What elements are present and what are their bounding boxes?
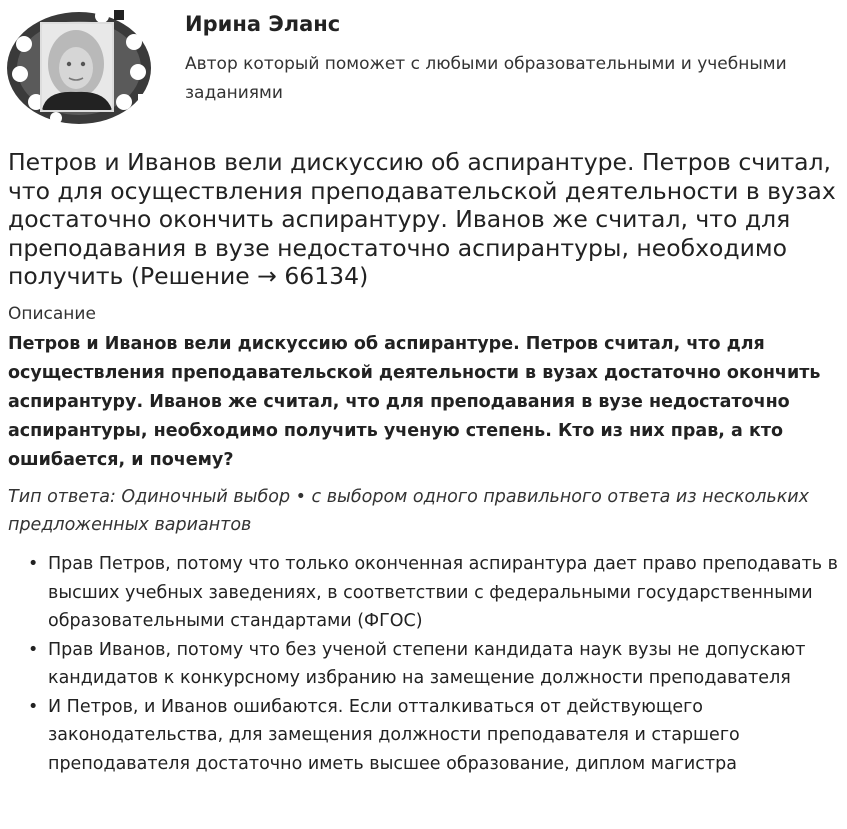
- bullet-icon: •: [28, 554, 39, 574]
- task-title: Петров и Иванов вели дискуссию об аспирантуре. Петров считал, что для осуществления преподавательской деятельности в вузах достаточно окончить аспирантуру. Иванов же считал, что для преподавания в вузе недостаточно аспирантуры, необходимо получить (Решение → 66134): [8, 148, 836, 290]
- author-name: Ирина Эланс: [185, 12, 341, 36]
- bullet-icon: •: [28, 639, 39, 660]
- answer-type: Тип ответа: Одиночный выбор • с выбором одного правильного ответа из нескольких предложенных вариантов: [8, 487, 810, 535]
- task-description: Петров и Иванов вели дискуссию об аспирантуре. Петров считал, что для осуществления преподавательской деятельности в вузах достаточно окончить аспирантуру. Иванов же считал, что для преподавания в вузе недостаточно аспирантуры, необходимо получить ученую степень. Кто из них прав, а кто ошибается, и почему?: [8, 334, 821, 470]
- author-description: Автор который поможет с любыми образовательными и учебными заданиями: [185, 54, 787, 103]
- answer-option[interactable]: [0, 693, 838, 779]
- answer-option[interactable]: [0, 550, 838, 636]
- author-card: [0, 0, 847, 130]
- answer-option-text: И Петров, и Иванов ошибаются. Если отталкиваться от действующего законодательства, для замещения должности преподавателя и старшего преподавателя достаточно иметь высшее образование, диплом магистра: [48, 696, 740, 774]
- author-avatar: [6, 6, 152, 126]
- description-label: Описание: [8, 304, 96, 324]
- answer-option[interactable]: [0, 636, 838, 693]
- bullet-icon: •: [28, 696, 39, 717]
- answer-option-text: Прав Петров, потому что только оконченная аспирантура дает право преподавать в высших учебных заведениях, в соответствии с федеральными государственными образовательными стандартами (ФГОС): [48, 554, 838, 631]
- answer-option-text: Прав Иванов, потому что без ученой степени кандидата наук вузы не допускают кандидатов к конкурсному избранию на замещение должности преподавателя: [48, 639, 806, 688]
- answer-options-list: [0, 550, 847, 778]
